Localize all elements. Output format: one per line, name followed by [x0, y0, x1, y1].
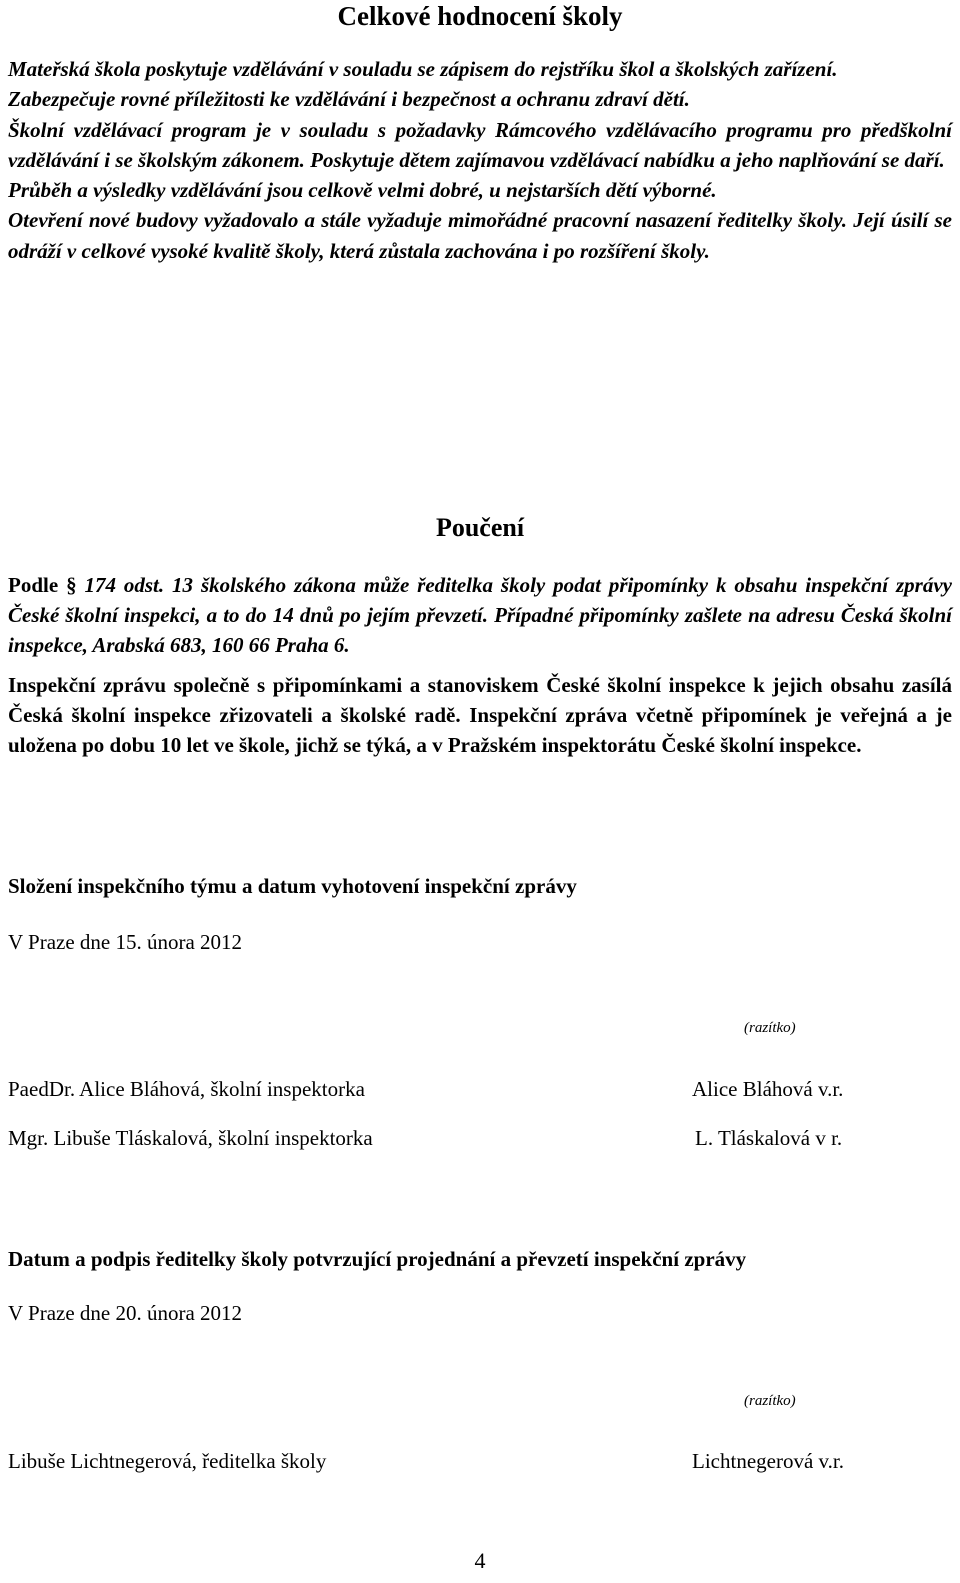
- instruction-text-main: 174 odst. 13 školského zákona může ředitelka školy podat připomínky k obsahu inspekční zprávy České školní inspekci, a to do 14 dnů po jejím převzetí.: [8, 573, 953, 627]
- instruction-heading: Poučení: [435, 513, 525, 542]
- instruction-paragraph-1: [8, 570, 952, 660]
- director-place-date: V Praze dne 20. února 2012: [8, 1301, 243, 1325]
- director-signature: Lichtnegerová v.r.: [692, 1449, 844, 1473]
- director-stamp-label: (razítko): [744, 1393, 796, 1409]
- evaluation-paragraph-3: Školní vzdělávací program je v souladu s požadavky Rámcového vzdělávacího programu pro předškolní vzdělávání i se školským zákonem. Poskytuje dětem zajímavou vzdělávací nabídku a jeho naplňování se daří.: [8, 117, 952, 172]
- team-member-1-name: PaedDr. Alice Bláhová, školní inspektorka: [8, 1077, 365, 1101]
- instruction-text-start: Podle: [8, 573, 67, 597]
- team-member-2-signature: L. Tláskalová v r.: [695, 1126, 843, 1150]
- section-sign: §: [66, 573, 77, 597]
- team-stamp-label: (razítko): [744, 1020, 796, 1036]
- instruction-paragraph-2: Inspekční zprávu společně s připomínkami a stanoviskem České školní inspekce k jejich obsahu zasílá Česká školní inspekce zřizovateli a školské radě. Inspekční zpráva včetně připomínek je veřejná a je uložena po dobu 10 let ve škole, jichž se týká, a v Pražském inspektorátu České školní inspekce.: [8, 673, 952, 757]
- evaluation-paragraph-5: Otevření nové budovy vyžadovalo a stále vyžaduje mimořádné pracovní nasazení ředitelky školy. Její úsilí se odráží v celkové vysoké kvalitě školy, která zůstala zachována i po rozšíření školy.: [8, 208, 952, 263]
- team-member-1-signature: Alice Bláhová v.r.: [692, 1077, 844, 1101]
- director-name: Libuše Lichtnegerová, ředitelka školy: [8, 1449, 327, 1473]
- instruction-section: [8, 570, 952, 760]
- team-heading: Složení inspekčního týmu a datum vyhotovení inspekční zprávy: [8, 874, 577, 898]
- team-place-date: V Praze dne 15. února 2012: [8, 930, 243, 954]
- evaluation-paragraph-2: Zabezpečuje rovné příležitosti ke vzdělávání i bezpečnost a ochranu zdraví dětí.: [8, 87, 690, 112]
- evaluation-paragraph-4: Průběh a výsledky vzdělávání jsou celkově velmi dobré, u nejstarších dětí výborné.: [8, 178, 717, 203]
- evaluation-paragraph-1: Mateřská škola poskytuje vzdělávání v souladu se zápisem do rejstříku škol a školských zařízení.: [8, 57, 838, 81]
- page-number: 4: [474, 1548, 486, 1573]
- evaluation-section: [8, 54, 952, 266]
- page-title: Celkové hodnocení školy: [337, 1, 623, 31]
- team-member-2-name: Mgr. Libuše Tláskalová, školní inspektorka: [8, 1126, 373, 1150]
- director-heading: Datum a podpis ředitelky školy potvrzující projednání a převzetí inspekční zprávy: [8, 1247, 747, 1271]
- instruction-text-address: Případné připomínky zašlete na adresu Česká školní inspekce, Arabská 683, 160 66 Praha 6.: [8, 603, 952, 657]
